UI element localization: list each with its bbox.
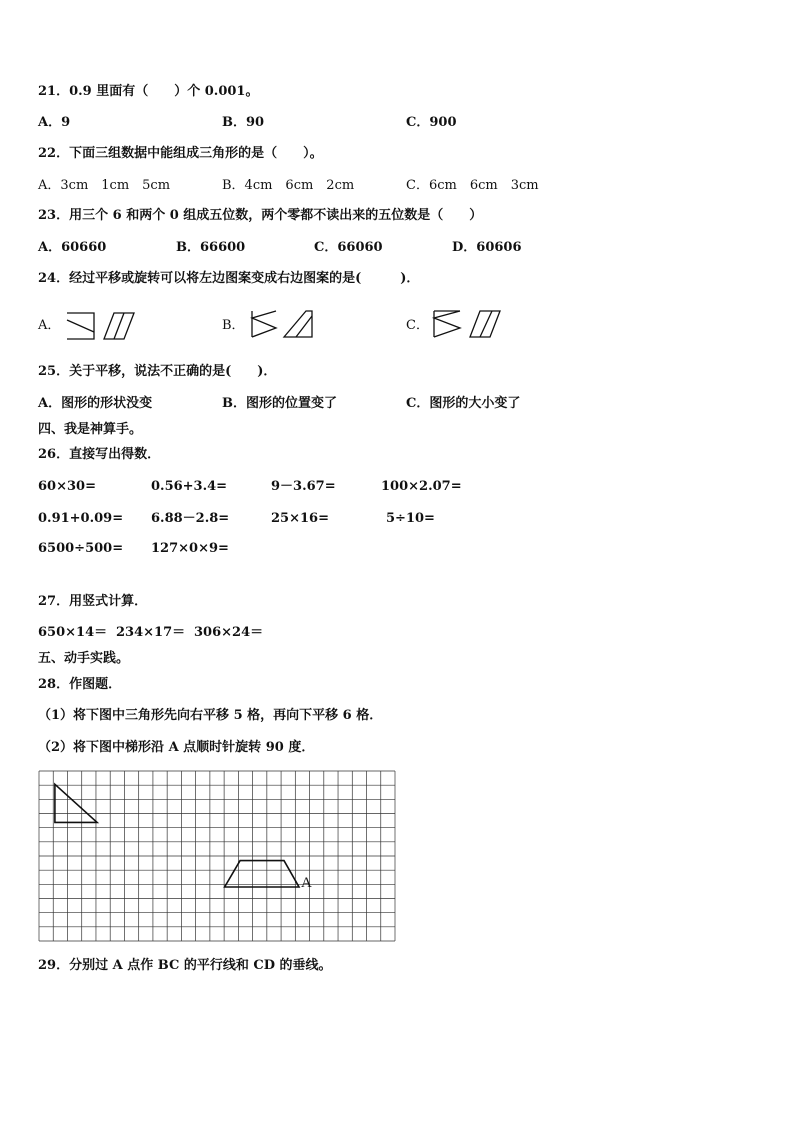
q25-stem: 25．关于平移，说法不正确的是( )． [38,364,277,379]
drawing-grid[interactable] [38,770,396,942]
q25-option-a[interactable]: A．图形的形状没变 [38,396,153,411]
q26-stem: 26．直接写出得数． [38,447,161,462]
q27-stem: 27．用竖式计算． [38,594,148,609]
q27-item: 306×24＝ [194,625,264,640]
q25-option-c[interactable]: C．图形的大小变了 [406,396,521,411]
q26-item: 0.91+0.09= [38,511,124,526]
q28-sub1: （1）将下图中三角形先向右平移 5 格，再向下平移 6 格． [38,708,383,723]
q24-option-b-figure [250,308,320,340]
q23-stem: 23．用三个 6 和两个 0 组成五位数，两个零都不读出来的五位数是（ ） [38,208,483,223]
q23-option-c[interactable]: C．66060 [314,240,383,255]
q24-option-a[interactable]: A． [38,318,61,333]
q28-sub2: （2）将下图中梯形沿 A 点顺时针旋转 90 度． [38,740,315,755]
q23-option-a[interactable]: A．60660 [38,240,107,255]
q26-item: 6.88－2.8= [151,511,230,526]
q28-stem: 28．作图题． [38,677,122,692]
q26-item: 100×2.07= [381,479,462,494]
q29-stem: 29．分别过 A 点作 BC 的平行线和 CD 的垂线。 [38,958,332,973]
trapezoid-shape [225,861,299,887]
q24-option-c[interactable]: C． [406,318,429,333]
q21-stem: 21．0.9 里面有（ ）个 0.001。 [38,84,259,99]
q26-item: 60×30= [38,479,96,494]
q24-option-c-figure [432,308,502,340]
section-4-heading: 四、我是神算手。 [38,422,143,437]
q25-option-b[interactable]: B．图形的位置变了 [222,396,337,411]
q21-option-a[interactable]: A．9 [38,115,71,130]
q26-item: 127×0×9= [151,541,229,556]
point-a-label: A [301,875,312,891]
q27-item: 234×17＝ [116,625,186,640]
grid-lines [39,771,395,941]
q24-option-b[interactable]: B． [222,318,245,333]
q23-option-b[interactable]: B．66600 [176,240,246,255]
q21-option-c[interactable]: C．900 [406,115,457,130]
q23-option-d[interactable]: D．60606 [452,240,522,255]
q22-stem: 22．下面三组数据中能组成三角形的是（ ）。 [38,146,323,161]
triangle-shape [55,784,97,822]
q22-option-a[interactable]: A．3cm 1cm 5cm [38,178,171,193]
q27-item: 650×14＝ [38,625,108,640]
q26-item: 5÷10= [386,511,435,526]
q24-stem: 24．经过平移或旋转可以将左边图案变成右边图案的是( )． [38,271,420,286]
q22-option-c[interactable]: C．6cm 6cm 3cm [406,178,539,193]
q21-option-b[interactable]: B．90 [222,115,265,130]
section-5-heading: 五、动手实践。 [38,651,130,666]
q26-item: 6500÷500= [38,541,124,556]
q22-option-b[interactable]: B．4cm 6cm 2cm [222,178,355,193]
q26-item: 25×16= [271,511,329,526]
q26-item: 9－3.67= [271,479,336,494]
q26-item: 0.56+3.4= [151,479,228,494]
q24-option-a-figure [66,310,136,342]
